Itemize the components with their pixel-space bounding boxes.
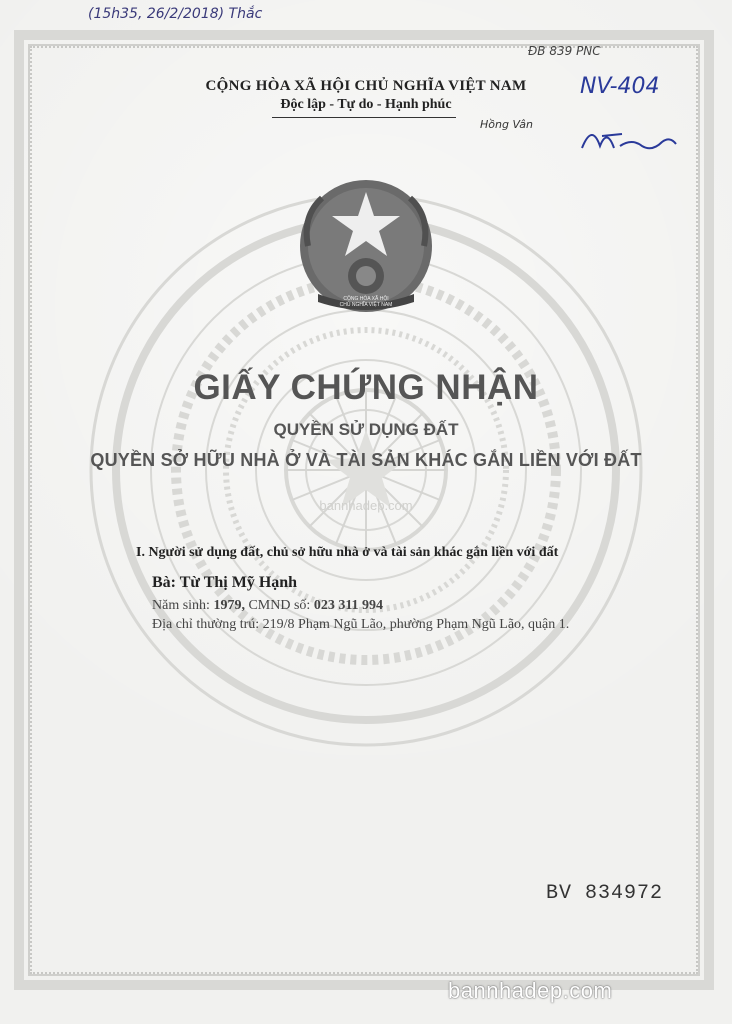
certificate-subtitle-2: QUYỀN SỞ HỮU NHÀ Ở VÀ TÀI SẢN KHÁC GẮN LIỀN VỚI ĐẤT xyxy=(90,450,642,470)
signature-icon xyxy=(572,118,682,158)
address-value: 219/8 Phạm Ngũ Lão, phường Phạm Ngũ Lão, quận 1. xyxy=(262,617,570,632)
serial-number: BV 834972 xyxy=(546,882,664,905)
certificate-subtitle-1: QUYỀN SỬ DỤNG ĐẤT xyxy=(273,420,459,439)
motto: Độc lập - Tự do - Hạnh phúc xyxy=(280,97,452,112)
address-line xyxy=(152,617,569,633)
id-label: CMND số: xyxy=(248,598,311,613)
section-1-heading: I. Người sử dụng đất, chủ sở hữu nhà ở và tài sản khác gắn liền với đất xyxy=(136,545,559,560)
certificate-title: GIẤY CHỨNG NHẬN xyxy=(193,368,539,407)
emblem-label: CỘNG HÒA XÃ HỘI CHỦ NGHĨA VIỆT NAM xyxy=(339,296,393,308)
birth-label: Năm sinh: xyxy=(152,598,210,613)
id-number: 023 311 994 xyxy=(313,598,384,613)
address-label: Địa chỉ thường trú: xyxy=(152,617,260,632)
country-header: CỘNG HÒA XÃ HỘI CHỦ NGHĨA VIỆT NAM xyxy=(205,78,527,94)
handwritten-received: Hồng Vân xyxy=(480,118,533,131)
handwritten-code: ĐB 839 PNC xyxy=(528,44,601,58)
handwritten-record-number: NV-404 xyxy=(580,74,660,99)
owner-name: Bà: Từ Thị Mỹ Hạnh xyxy=(152,574,298,591)
watermark-middle: bannhadep.com xyxy=(319,498,413,513)
handwritten-timestamp: (15h35, 26/2/2018) Thắc xyxy=(88,6,263,22)
birth-id-line xyxy=(152,598,383,614)
birth-year: 1979, xyxy=(213,598,245,613)
watermark-bottom: bannhadep.com xyxy=(448,978,613,1003)
motto-underline xyxy=(272,117,456,118)
